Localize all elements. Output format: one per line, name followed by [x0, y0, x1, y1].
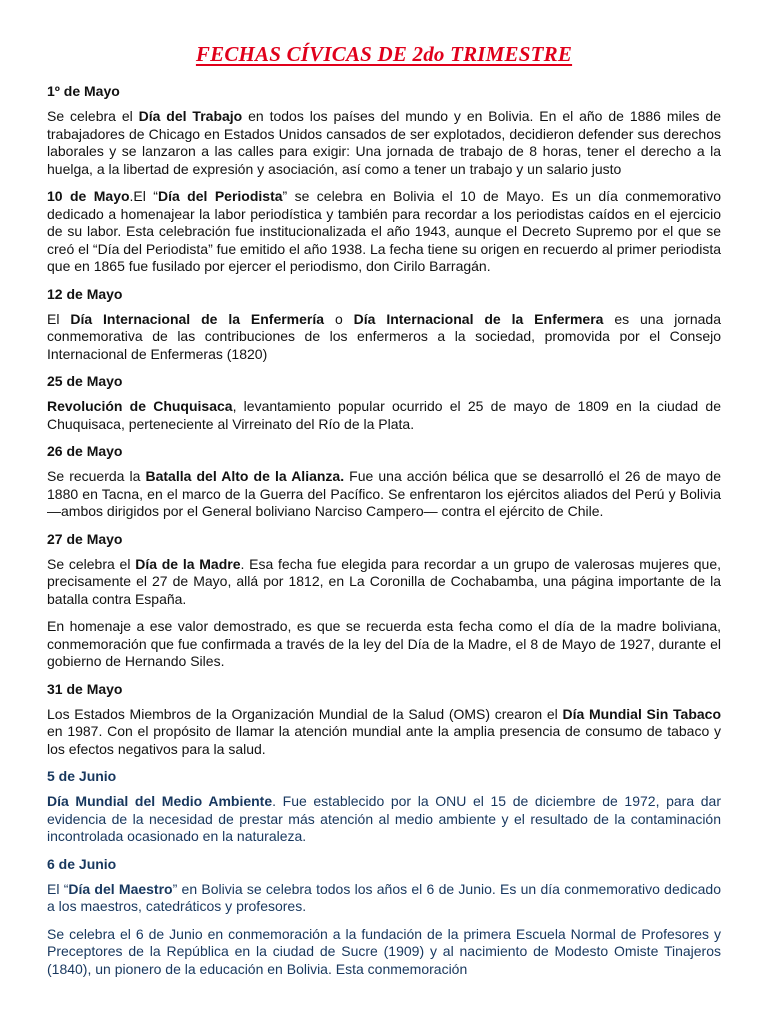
text-span: Fue una acción bélica que se desarrolló el 26 de mayo de 1880 en Tacna, en el marco de la Guerra del Pacífico. Se enfrentaron los ejércitos aliados del Perú y Bolivia —ambos dirigidos por el General boliviano Narciso Campero— contra el ejército de Chile.	[47, 468, 721, 519]
text-span: es una jornada conmemorativa de las contribuciones de los enfermeros a la sociedad, promovida por el Consejo Internacional de Enfermeras (1820)	[47, 310, 721, 362]
text-span: El “	[47, 880, 69, 897]
paragraph-batalla-alto-alianza	[47, 468, 721, 521]
bold-term-enfermeria: Día Internacional de la Enfermería	[70, 310, 325, 327]
text-span: Se celebra el	[47, 555, 136, 572]
date-heading-jun-6: 6 de Junio	[47, 855, 117, 872]
bold-term-medio-ambiente: Día Mundial del Medio Ambiente	[47, 793, 273, 809]
text-span: .El “	[129, 188, 158, 204]
paragraph-revolucion-chuquisaca	[47, 398, 721, 433]
date-heading-may-12: 12 de Mayo	[47, 285, 123, 302]
paragraph-dia-sin-tabaco	[47, 706, 721, 759]
paragraph-dia-del-trabajo	[47, 108, 721, 178]
date-heading-may-27: 27 de Mayo	[47, 530, 123, 547]
text-span: . Esa fecha fue elegida para recordar a un grupo de valerosas mujeres que, precisamente el 27 de Mayo, allá por 1812, en La Coronilla de Cochabamba, una página importante de la batalla contra España.	[47, 555, 722, 607]
bold-term-dia-sin-tabaco: Día Mundial Sin Tabaco	[562, 705, 721, 722]
page-title: FECHAS CÍVICAS DE 2do TRIMESTRE	[195, 42, 573, 66]
date-heading-jun-5: 5 de Junio	[47, 768, 117, 784]
date-inline-may-10: 10 de Mayo	[47, 188, 130, 204]
text-span: ” se celebra en Bolivia el 10 de Mayo. Es un día conmemorativo dedicado a homenajear la labor periodística y también para recordar a los periodistas caídos en el ejercicio de su labor. Esta celebración fue institucionalizada el año 1943, aunque el Decreto Supremo por el que se creó el “Día del Periodista” fue emitido el año 1938. La fecha tiene su origen en recuerdo al primer periodista que en 1865 fue fusilado por ejercer el periodismo, don Cirilo Barragán.	[47, 188, 721, 274]
paragraph-escuela-normal: Se celebra el 6 de Junio en conmemoración a la fundación de la primera Escuela Normal de Profesores y Preceptores de la República en la ciudad de Sucre (1909) y al nacimiento de Modesto Omiste Tinajeros (1840), un pionero de la educación en Bolivia. Esta conmemoración	[47, 925, 721, 977]
text-span: El	[47, 310, 71, 327]
bold-term-dia-del-periodista: Día del Periodista	[157, 188, 283, 204]
text-span: , levantamiento popular ocurrido el 25 de mayo de 1809 en la ciudad de Chuquisaca, perteneciente al Virreinato del Río de la Plata.	[47, 398, 721, 432]
text-span: . Fue establecido por la ONU el 15 de diciembre de 1972, para dar evidencia de la necesidad de prestar más atención al medio ambiente y el resultado de la contaminación incontrolada ocasionado en la naturaleza.	[47, 793, 721, 844]
date-heading-may-26: 26 de Mayo	[47, 443, 123, 459]
bold-term-dia-del-maestro: Día del Maestro	[68, 880, 173, 897]
text-span: Se recuerda la	[47, 468, 146, 484]
date-heading-may-1: 1º de Mayo	[47, 83, 120, 99]
paragraph-dia-del-periodista	[47, 188, 721, 276]
text-span: Se celebra el	[47, 108, 139, 124]
paragraph-dia-enfermeria	[47, 311, 721, 364]
paragraph-dia-de-la-madre	[47, 556, 721, 609]
text-span: o	[324, 310, 354, 327]
paragraph-medio-ambiente	[47, 793, 721, 846]
paragraph-dia-del-maestro	[47, 881, 721, 916]
paragraph-homenaje-madre: En homenaje a ese valor demostrado, es que se recuerda esta fecha como el día de la madre boliviana, conmemoración que fue confirmada a través de la ley del Día de la Madre, el 8 de Mayo de 1927, durante el gobierno de Hernando Siles.	[47, 618, 721, 669]
date-heading-may-31: 31 de Mayo	[47, 680, 123, 697]
bold-term-batalla-alto-alianza: Batalla del Alto de la Alianza.	[145, 468, 345, 484]
text-span: ” en Bolivia se celebra todos los años el 6 de Junio. Es un día conmemorativo dedicado a los maestros, catedráticos y profesores.	[47, 880, 722, 914]
bold-term-dia-del-trabajo: Día del Trabajo	[138, 108, 243, 124]
date-heading-may-25: 25 de Mayo	[47, 373, 123, 389]
bold-term-revolucion-chuquisaca: Revolución de Chuquisaca	[47, 398, 233, 414]
bold-term-enfermera: Día Internacional de la Enfermera	[353, 310, 604, 327]
text-span: en 1987. Con el propósito de llamar la atención mundial ante la amplia presencia de consumo de tabaco y los efectos negativos para la salud.	[47, 723, 721, 757]
text-span: Los Estados Miembros de la Organización Mundial de la Salud (OMS) crearon el	[47, 705, 563, 722]
bold-term-dia-de-la-madre: Día de la Madre	[135, 555, 241, 572]
text-span: en todos los países del mundo y en Bolivia. En el año de 1886 miles de trabajadores de Chicago en Estados Unidos cansados de ser explotados, decidieron defender sus derechos laborales y se lanzaron a las calles para exigir: Una jornada de trabajo de 8 horas, tener el derecho a la huelga, a la libertad de expresión y asociación, así como a tener un trabajo y un salario justo	[47, 108, 721, 177]
